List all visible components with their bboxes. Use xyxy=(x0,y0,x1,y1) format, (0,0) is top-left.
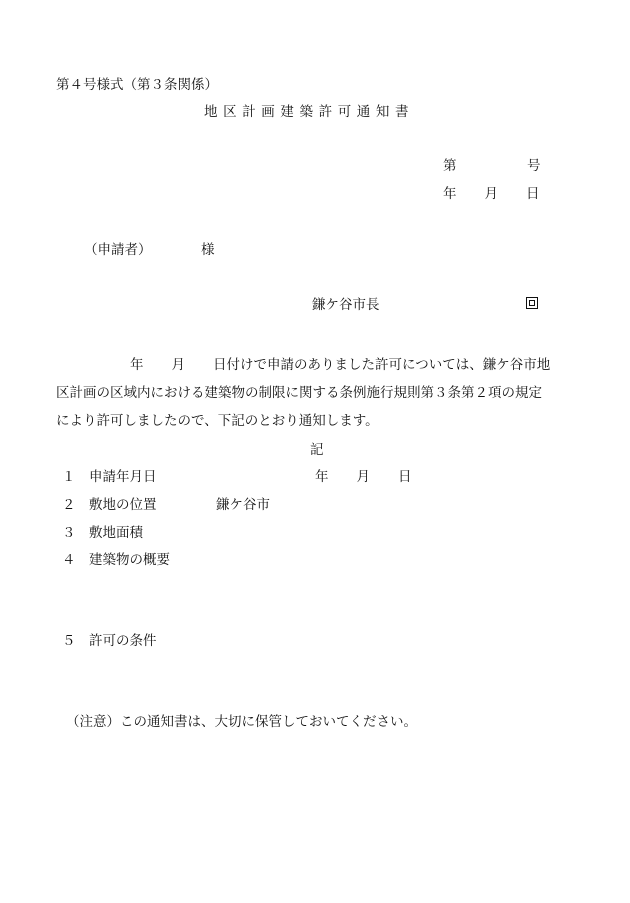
site-location-value: 鎌ケ谷市 xyxy=(216,497,270,513)
issue-date-day: 日 xyxy=(526,186,540,202)
body-year: 年 xyxy=(130,357,144,373)
applicant-honorific: 様 xyxy=(201,242,215,258)
list-item xyxy=(62,554,170,568)
item-number: ４ xyxy=(62,552,76,568)
issue-date-month: 月 xyxy=(484,186,498,202)
item-number: ５ xyxy=(62,633,76,649)
record-heading: 記 xyxy=(310,442,324,458)
application-date-value xyxy=(315,471,412,485)
list-item xyxy=(62,635,157,649)
body-line-1-text: 日付けで申請のありました許可については、鎌ケ谷市地 xyxy=(213,357,551,373)
issue-number xyxy=(443,158,541,174)
list-item xyxy=(62,527,143,541)
note-text: （注意）この通知書は、大切に保管しておいてください。 xyxy=(66,714,417,730)
item-label: 申請年月日 xyxy=(89,469,157,485)
issue-number-suffix: 号 xyxy=(527,158,541,174)
body-line-3: により許可しましたので、下記のとおり通知します。 xyxy=(56,413,379,429)
issuer-name: 鎌ケ谷市長 xyxy=(312,297,380,313)
list-item xyxy=(62,499,157,513)
body-month: 月 xyxy=(171,357,185,373)
item-number: ３ xyxy=(62,525,76,541)
item-number: １ xyxy=(62,469,76,485)
form-number: 第４号様式（第３条関係） xyxy=(56,77,218,93)
application-date-day: 日 xyxy=(398,469,412,485)
item-label: 許可の条件 xyxy=(89,633,157,649)
document-title: 地区計画建築許可通知書 xyxy=(204,104,415,120)
issue-date-year: 年 xyxy=(443,186,457,202)
body-paragraph xyxy=(56,351,588,435)
body-line-1 xyxy=(56,351,588,379)
item-number: ２ xyxy=(62,497,76,513)
issue-date xyxy=(443,188,540,202)
item-label: 敷地面積 xyxy=(89,525,143,541)
application-date-year: 年 xyxy=(315,469,329,485)
issue-number-prefix: 第 xyxy=(443,158,457,174)
application-date-month: 月 xyxy=(356,469,370,485)
body-line-2: 区計画の区域内における建築物の制限に関する条例施行規則第３条第２項の規定 xyxy=(56,385,542,401)
item-label: 建築物の概要 xyxy=(89,552,170,568)
list-item xyxy=(62,471,157,485)
applicant-label: （申請者） xyxy=(84,242,152,258)
item-label: 敷地の位置 xyxy=(89,497,157,513)
